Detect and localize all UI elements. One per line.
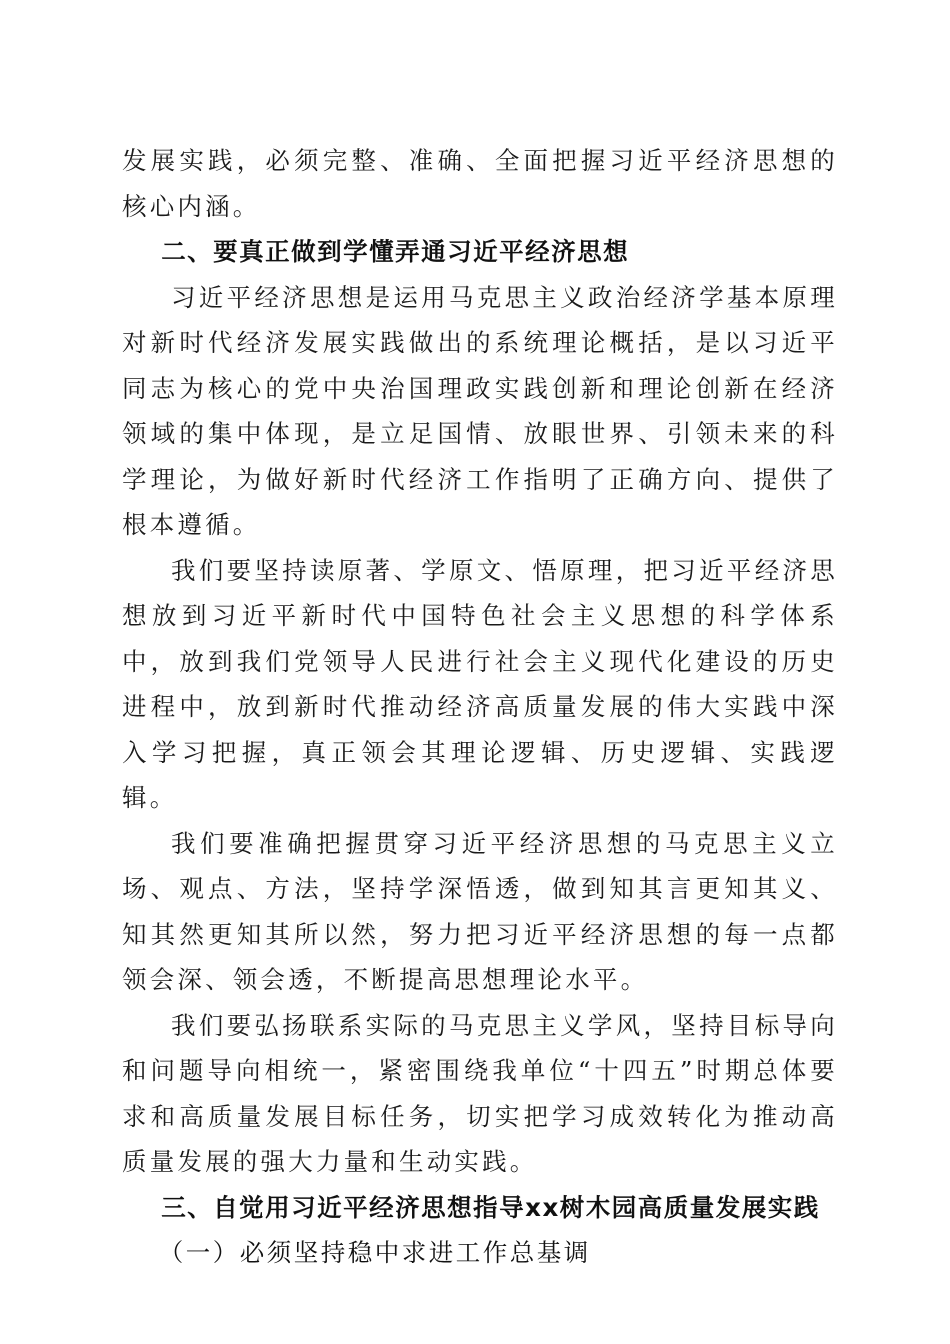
body-paragraph: 我们要弘扬联系实际的马克思主义学风，坚持目标导向和问题导向相统一，紧密围绕我单位“十四五”时期总体要求和高质量发展目标任务，切实把学习成效转化为推动高质量发展的强大力量和生动实践。	[122, 1010, 838, 1176]
body-paragraph: 习近平经济思想是运用马克思主义政治经济学基本原理对新时代经济发展实践做出的系统理论概括，是以习近平同志为核心的党中央治国理政实践创新和理论创新在经济领域的集中体现，是立足国情、放眼世界、引领未来的科学理论，为做好新时代经济工作指明了正确方向、提供了根本遵循。	[122, 282, 838, 539]
section-three-heading: 三、自觉用习近平经济思想指导xx树木园高质量发展实践	[161, 1192, 820, 1222]
body-paragraph: 我们要准确把握贯穿习近平经济思想的马克思主义立场、观点、方法，坚持学深悟透，做到知其言更知其义、知其然更知其所以然，努力把习近平经济思想的每一点都领会深、领会透，不断提高思想理论水平。	[122, 828, 838, 994]
body-paragraph: 我们要坚持读原著、学原文、悟原理，把习近平经济思想放到习近平新时代中国特色社会主义思想的科学体系中，放到我们党领导人民进行社会主义现代化建设的历史进程中，放到新时代推动经济高质量发展的伟大实践中深入学习把握，真正领会其理论逻辑、历史逻辑、实践逻辑。	[122, 555, 838, 812]
continuation-paragraph: 发展实践，必须完整、准确、全面把握习近平经济思想的核心内涵。	[122, 146, 838, 221]
section-three-subheading: （一）必须坚持稳中求进工作总基调	[158, 1238, 591, 1267]
section-two-heading: 二、要真正做到学懂弄通习近平经济思想	[161, 237, 630, 266]
document-body	[122, 138, 838, 1276]
